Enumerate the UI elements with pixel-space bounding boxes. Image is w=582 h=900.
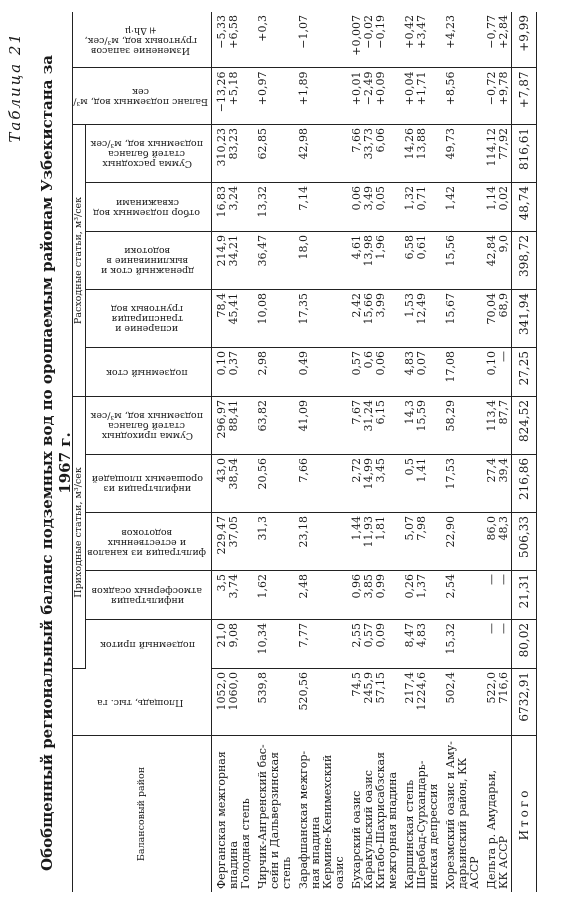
expense-sum-value: 49,73 (441, 124, 482, 182)
income-sum-value: 41,09 (294, 396, 347, 454)
region-name: Каршинская степь Шерабад-Сурхандарь- инская депрессия (403, 760, 440, 889)
irrigated-value: 17,53 (441, 454, 482, 512)
drainage-value: 18,0 (294, 231, 347, 289)
balance-value: +0,04 +1,71 (400, 68, 441, 125)
inflow-value: 2,55 0,57 0,09 (347, 619, 400, 668)
income-sum-value: 113,4 87,7 (482, 396, 512, 454)
drainage-value: 214,9 34,21 (212, 231, 254, 289)
total-outflow: 27,25 (512, 348, 537, 397)
reserve-change-value: +0,007 −0,02 −0,19 (347, 12, 400, 68)
wells-value: 1,32 0,71 (400, 183, 441, 232)
evaporation-value: 2,42 15,66 3,99 (347, 289, 400, 347)
area-value: 74,5 245,9 57,15 (347, 668, 400, 735)
reserve-change-value: −0,77 +2,84 (482, 12, 512, 68)
wells-value: 7,14 (294, 183, 347, 232)
header-underground-inflow: подземный приток (86, 619, 212, 668)
header-area: Площадь, тыс. га (73, 668, 212, 735)
outflow-value: 0,10 0,37 (212, 348, 254, 397)
total-row (512, 12, 537, 892)
expense-sum-value: 62,85 (253, 124, 294, 182)
irrigated-value: 27,4 39,4 (482, 454, 512, 512)
total-balance: +7,87 (512, 68, 537, 125)
drainage-value: 6,58 0,61 (400, 231, 441, 289)
total-drainage: 398,72 (512, 231, 537, 289)
region-name: Хорезмский оазис и Аму- дарьинский район, КК АССР (444, 741, 481, 889)
header-well-extraction: отбор подземных вод скважинами (86, 183, 212, 232)
outflow-value: 0,57 0,6 0,06 (347, 348, 400, 397)
precip-value: — — (482, 571, 512, 620)
irrigated-value: 20,56 (253, 454, 294, 512)
area-value: 522,0 716,6 (482, 668, 512, 735)
income-sum-value: 296,97 88,41 (212, 396, 254, 454)
precip-value: 3,5 3,74 (212, 571, 254, 620)
total-precip: 21,31 (512, 571, 537, 620)
expense-sum-value: 7,66 33,73 6,06 (347, 124, 400, 182)
table-row (294, 12, 347, 892)
wells-value: 1,42 (441, 183, 482, 232)
header-income-group: Приходные статьи, м³/сек (73, 396, 86, 668)
income-sum-value: 63,82 (253, 396, 294, 454)
area-value: 502,4 (441, 668, 482, 735)
drainage-value: 4,61 13,98 1,96 (347, 231, 400, 289)
balance-table (72, 12, 537, 892)
outflow-value: 17,08 (441, 348, 482, 397)
outflow-value: 4,83 0,07 (400, 348, 441, 397)
reserve-change-value: −5,33 +6,58 (212, 12, 254, 68)
wells-value: 0,06 3,49 0,05 (347, 183, 400, 232)
income-sum-value: 7,67 31,24 6,15 (347, 396, 400, 454)
region-name: Дельта р. Амударьи, КК АССР (485, 769, 510, 889)
drainage-value: 36,47 (253, 231, 294, 289)
evaporation-value: 78,4 45,41 (212, 289, 254, 347)
canal-value: 229,47 37,05 (212, 513, 254, 571)
region-name: Чирчик-Ангренский бас- сейн и Дальверзинская степь (256, 744, 293, 889)
outflow-value: 0,10 — (482, 348, 512, 397)
drainage-value: 42,84 9,0 (482, 231, 512, 289)
balance-value: +0,97 (253, 68, 294, 125)
canal-value: 5,07 7,98 (400, 513, 441, 571)
area-value: 217,4 1224,6 (400, 668, 441, 735)
balance-value: +8,56 (441, 68, 482, 125)
header-canal-filtration: фильтрация из каналов и естественных водотоков (86, 513, 212, 571)
table-title: Обобщенный региональный баланс подземных вод по орошаемым районам Узбекистана за 1967 г. (38, 55, 74, 871)
reserve-change-value: +0,42 +3,47 (400, 12, 441, 68)
inflow-value: 15,32 (441, 619, 482, 668)
total-area: 6732,91 (512, 668, 537, 735)
header-expense-sum: Сумма расходных статей баланса подземных вод, м³/сек (86, 124, 212, 182)
irrigated-value: 2,72 14,99 3,45 (347, 454, 400, 512)
total-inflow: 80,02 (512, 619, 537, 668)
outflow-value: 2,98 (253, 348, 294, 397)
total-wells: 48,74 (512, 183, 537, 232)
reserve-change-value: +0,3 (253, 12, 294, 68)
inflow-value: 7,77 (294, 619, 347, 668)
income-sum-value: 58,29 (441, 396, 482, 454)
precip-value: 1,62 (253, 571, 294, 620)
evaporation-value: 17,35 (294, 289, 347, 347)
income-sum-value: 14,3 15,59 (400, 396, 441, 454)
header-underground-outflow: подземный сток (86, 348, 212, 397)
evaporation-value: 1,53 12,49 (400, 289, 441, 347)
canal-value: 23,18 (294, 513, 347, 571)
area-value: 539,8 (253, 668, 294, 735)
region-name: Зарафшанская межгор- ная впадина Кермине-Кенимехский оазис (297, 750, 346, 889)
header-precip-infiltration: инфильтрация атмосферных осадков (86, 571, 212, 620)
wells-value: 16,83 3,24 (212, 183, 254, 232)
precip-value: 2,54 (441, 571, 482, 620)
precip-value: 0,26 1,37 (400, 571, 441, 620)
irrigated-value: 7,66 (294, 454, 347, 512)
canal-value: 1,44 11,93 1,81 (347, 513, 400, 571)
irrigated-value: 43,0 38,54 (212, 454, 254, 512)
region-name: Бухарский оазис Каракульский оазис Китабо-Шахрисабзская межгорная впадина (350, 751, 399, 889)
header-reserve-change: Изменение запасов грунтовых вод, м³/сек, ±Δh·μ (73, 12, 212, 68)
precip-value: 2,48 (294, 571, 347, 620)
canal-value: 22,90 (441, 513, 482, 571)
balance-value: −0,72 +9,78 (482, 68, 512, 125)
inflow-value: — — (482, 619, 512, 668)
expense-sum-value: 42,98 (294, 124, 347, 182)
expense-sum-value: 310,23 83,23 (212, 124, 254, 182)
table-row (400, 12, 441, 892)
evaporation-value: 10,08 (253, 289, 294, 347)
wells-value: 1,14 0,02 (482, 183, 512, 232)
wells-value: 13,32 (253, 183, 294, 232)
balance-value: +1,89 (294, 68, 347, 125)
canal-value: 31,3 (253, 513, 294, 571)
header-evaporation: испарение и транспирация грунтовых вод (86, 289, 212, 347)
outflow-value: 0,49 (294, 348, 347, 397)
reserve-change-value: −1,07 (294, 12, 347, 68)
header-balance: Баланс подземных вод, м³/сек (73, 68, 212, 125)
header-drainage: дренажный сток и выклинивание в водотоки (86, 231, 212, 289)
canal-value: 86,0 48,3 (482, 513, 512, 571)
total-label: Итого (512, 736, 537, 893)
expense-sum-value: 114,12 77,92 (482, 124, 512, 182)
header-expense-group: Расходные статьи, м³/сек (73, 124, 86, 396)
total-reserve-change: +9,99 (512, 12, 537, 68)
precip-value: 0,96 3,85 0,99 (347, 571, 400, 620)
total-income-sum: 824,52 (512, 396, 537, 454)
inflow-value: 8,47 4,83 (400, 619, 441, 668)
table-row (441, 12, 482, 892)
area-value: 520,56 (294, 668, 347, 735)
evaporation-value: 70,04 68,9 (482, 289, 512, 347)
balance-value: +0,01 −2,49 +0,09 (347, 68, 400, 125)
drainage-value: 15,56 (441, 231, 482, 289)
header-region: Балансовый район (73, 736, 212, 893)
table-row (253, 12, 294, 892)
table-row (347, 12, 400, 892)
table-row (212, 12, 254, 892)
total-expense-sum: 816,61 (512, 124, 537, 182)
area-value: 1052,0 1060,0 (212, 668, 254, 735)
irrigated-value: 0,5 1,41 (400, 454, 441, 512)
table-row (482, 12, 512, 892)
header-income-sum: Сумма приходных статей баланса подземных вод, м³/сек (86, 396, 212, 454)
reserve-change-value: +4,23 (441, 12, 482, 68)
evaporation-value: 15,67 (441, 289, 482, 347)
expense-sum-value: 14,26 13,88 (400, 124, 441, 182)
inflow-value: 21,0 9,08 (212, 619, 254, 668)
table-number: Таблица 21 (6, 32, 24, 143)
region-name: Ферганская межгорная впадина Голодная степь (215, 751, 252, 889)
header-irrigated-infiltration: инфильтрация из орошаемых площадей (86, 454, 212, 512)
balance-value: −13,26 +5,18 (212, 68, 254, 125)
total-canal: 506,33 (512, 513, 537, 571)
total-irrigated: 216,86 (512, 454, 537, 512)
total-evaporation: 341,94 (512, 289, 537, 347)
inflow-value: 10,34 (253, 619, 294, 668)
